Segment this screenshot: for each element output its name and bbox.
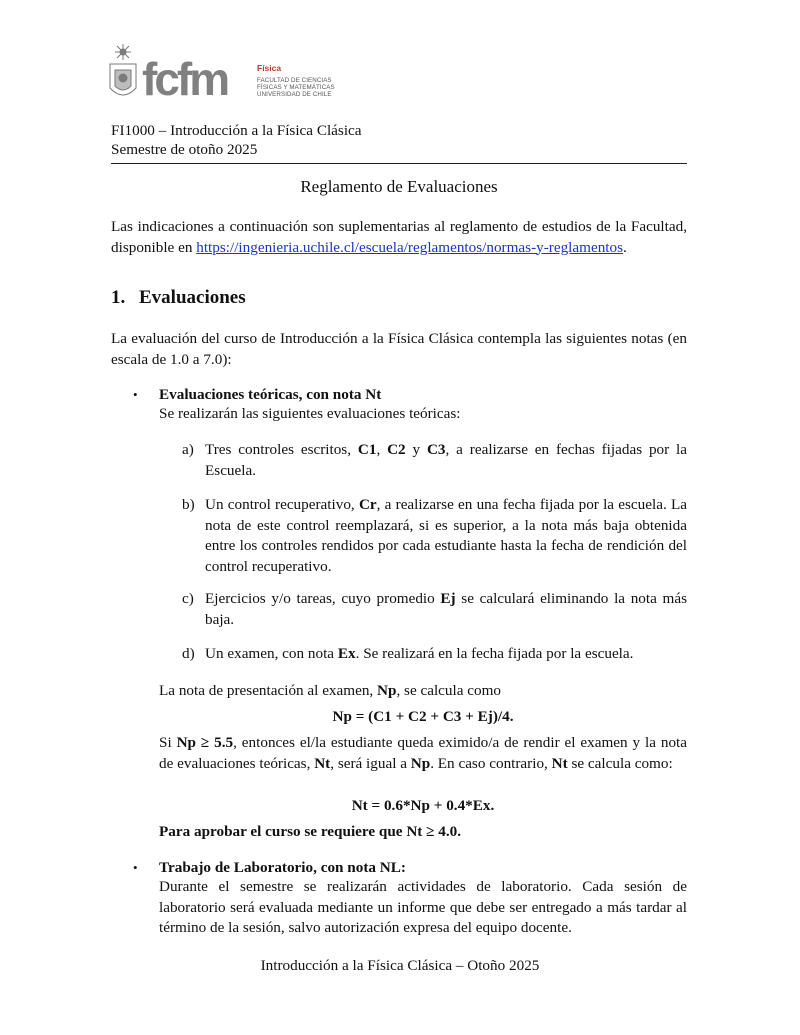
bullet-icon: • [133, 860, 138, 875]
section-intro: La evaluación del curso de Introducción a la Física Clásica contempla las siguientes notas (en escala de 1.0 a 7.0): [111, 330, 687, 368]
section-number: 1. [111, 287, 126, 308]
intro-text-end: . [623, 238, 627, 256]
intro-paragraph [111, 217, 687, 258]
item-letter: d) [182, 645, 195, 662]
item-letter: b) [182, 496, 195, 513]
semester-line: Semestre de otoño 2025 [111, 141, 258, 158]
np-formula: Np = (C1 + C2 + C3 + Ej)/4. [332, 708, 514, 725]
course-header [111, 121, 362, 159]
nt-formula: Nt = 0.6*Np + 0.4*Ex. [351, 797, 495, 814]
logo-line: FACULTAD DE CIENCIAS [257, 77, 332, 84]
theory-intro: Se realizarán las siguientes evaluaciones teóricas: [159, 405, 461, 422]
logo-line: UNIVERSIDAD DE CHILE [257, 91, 332, 98]
list-item: Ejercicios y/o tareas, cuyo promedio Ej se calculará eliminando la nota más baja. [205, 590, 687, 628]
fcfm-logo [106, 42, 335, 106]
lab-title: Trabajo de Laboratorio, con nota NL: [159, 859, 406, 876]
logo-wordmark: fcfm [142, 53, 228, 105]
item-letter: c) [182, 590, 194, 607]
exemption-rule: Si Np ≥ 5.5, entonces el/la estudiante queda eximido/a de rendir el examen y la nota de evaluaciones teóricas, Nt, será igual a Np. En caso contrario, Nt se calcula como: [159, 734, 687, 772]
lab-text: Durante el semestre se realizarán actividades de laboratorio. Cada sesión de laboratorio será evaluada mediante un informe que debe ser entregado a más tardar al término de la sesión, salvo autorización expresa del equipo docente. [159, 878, 687, 936]
np-description: La nota de presentación al examen, Np, se calcula como [159, 682, 502, 699]
list-item: Tres controles escritos, C1, C2 y C3, a realizarse en fechas fijadas por la Escuela. [205, 441, 688, 479]
university-seal-icon [106, 42, 140, 106]
document-title: Reglamento de Evaluaciones [300, 177, 498, 196]
logo-line: FÍSICAS Y MATEMÁTICAS [257, 84, 335, 91]
page-footer: Introducción a la Física Clásica – Otoño 2025 [260, 957, 540, 974]
item-letter: a) [182, 441, 194, 458]
header-divider [111, 163, 687, 164]
intro-text: Las indicaciones a continuación son suplementarias al reglamento de estudios de la Facultad, disponible en [111, 218, 687, 256]
course-line: FI1000 – Introducción a la Física Clásica [111, 122, 362, 139]
list-item: Un examen, con nota Ex. Se realizará en la fecha fijada por la escuela. [205, 645, 634, 662]
pass-rule: Para aprobar el curso se requiere que Nt ≥ 4.0. [159, 823, 462, 840]
regulations-link[interactable]: https://ingenieria.uchile.cl/escuela/reglamentos/normas-y-reglamentos [196, 238, 624, 256]
section-heading [111, 287, 246, 309]
section-title: Evaluaciones [139, 287, 246, 308]
list-item: Un control recuperativo, Cr, a realizarse en una fecha fijada por la escuela. La nota de este control reemplazará, si es superior, a la nota más baja obtenida entre los controles rendidos por cada estudiante hasta la fecha de rendición del control recuperativo. [205, 496, 687, 575]
bullet-icon: • [133, 387, 138, 402]
theory-title: Evaluaciones teóricas, con nota Nt [159, 386, 382, 403]
logo-tag: Física [257, 63, 282, 73]
